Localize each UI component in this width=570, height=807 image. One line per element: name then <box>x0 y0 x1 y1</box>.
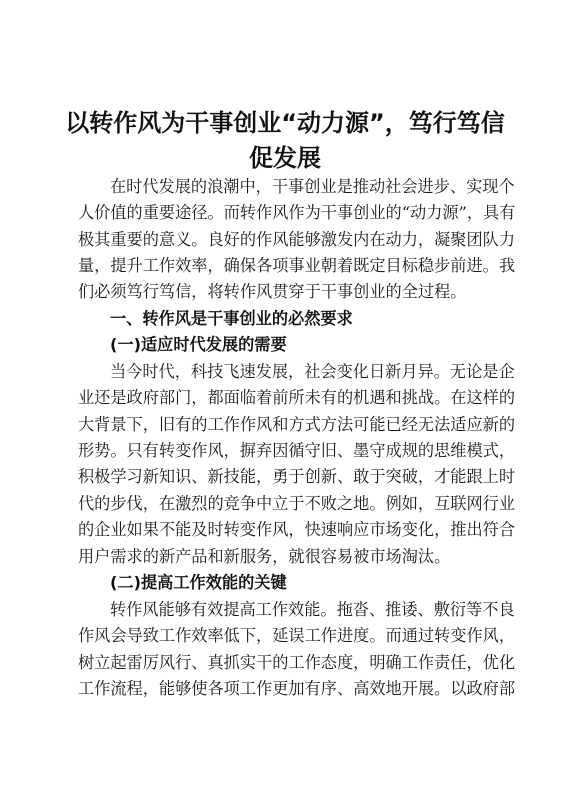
paragraph-line: 作风会导致工作效率低下，延误工作进度。而通过转变作风， <box>78 626 516 645</box>
subsection-heading: (二)提高工作效能的关键 <box>110 573 287 592</box>
intro-line: 人价值的重要途径。而转作风作为干事创业的“动力源”，具有 <box>78 203 516 222</box>
paragraph-line: 转作风能够有效提高工作效能。拖沓、推诿、敷衍等不良 <box>110 600 515 619</box>
paragraph-line: 的企业如果不能及时转变作风，快速响应市场变化，推出符合 <box>78 520 516 539</box>
subsection-heading: (一)适应时代发展的需要 <box>110 335 287 354</box>
intro-line: 量，提升工作效率，确保各项事业朝着既定目标稳步前进。我 <box>78 256 516 275</box>
paragraph-line: 大背景下，旧有的工作作风和方式方法可能已经无法适应新的 <box>78 415 516 434</box>
intro-line: 极其重要的意义。良好的作风能够激发内在动力，凝聚团队力 <box>78 230 516 249</box>
section-heading: 一、转作风是干事创业的必然要求 <box>110 309 353 328</box>
document-title-line-2: 促发展 <box>249 144 321 172</box>
paragraph-line: 当今时代，科技飞速发展，社会变化日新月异。无论是企 <box>110 362 515 381</box>
intro-line: 们必须笃行笃信，将转作风贯穿于干事创业的全过程。 <box>78 282 467 301</box>
document-title-line-1: 以转作风为干事创业“动力源”，笃行笃信 <box>65 109 505 137</box>
paragraph-line: 形势。只有转变作风，摒弃因循守旧、墨守成规的思维模式， <box>78 441 516 460</box>
intro-line: 在时代发展的浪潮中，干事创业是推动社会进步、实现个 <box>110 177 515 196</box>
paragraph-line: 树立起雷厉风行、真抓实干的工作态度，明确工作责任，优化 <box>78 653 516 672</box>
paragraph-line: 用户需求的新产品和新服务，就很容易被市场淘汰。 <box>78 547 451 566</box>
paragraph-line: 代的步伐，在激烈的竞争中立于不败之地。例如，互联网行业 <box>78 494 516 513</box>
paragraph-line: 工作流程，能够使各项工作更加有序、高效地开展。以政府部 <box>78 679 516 698</box>
paragraph-line: 业还是政府部门，都面临着前所未有的机遇和挑战。在这样的 <box>78 388 516 407</box>
paragraph-line: 积极学习新知识、新技能，勇于创新、敢于突破，才能跟上时 <box>78 467 516 486</box>
